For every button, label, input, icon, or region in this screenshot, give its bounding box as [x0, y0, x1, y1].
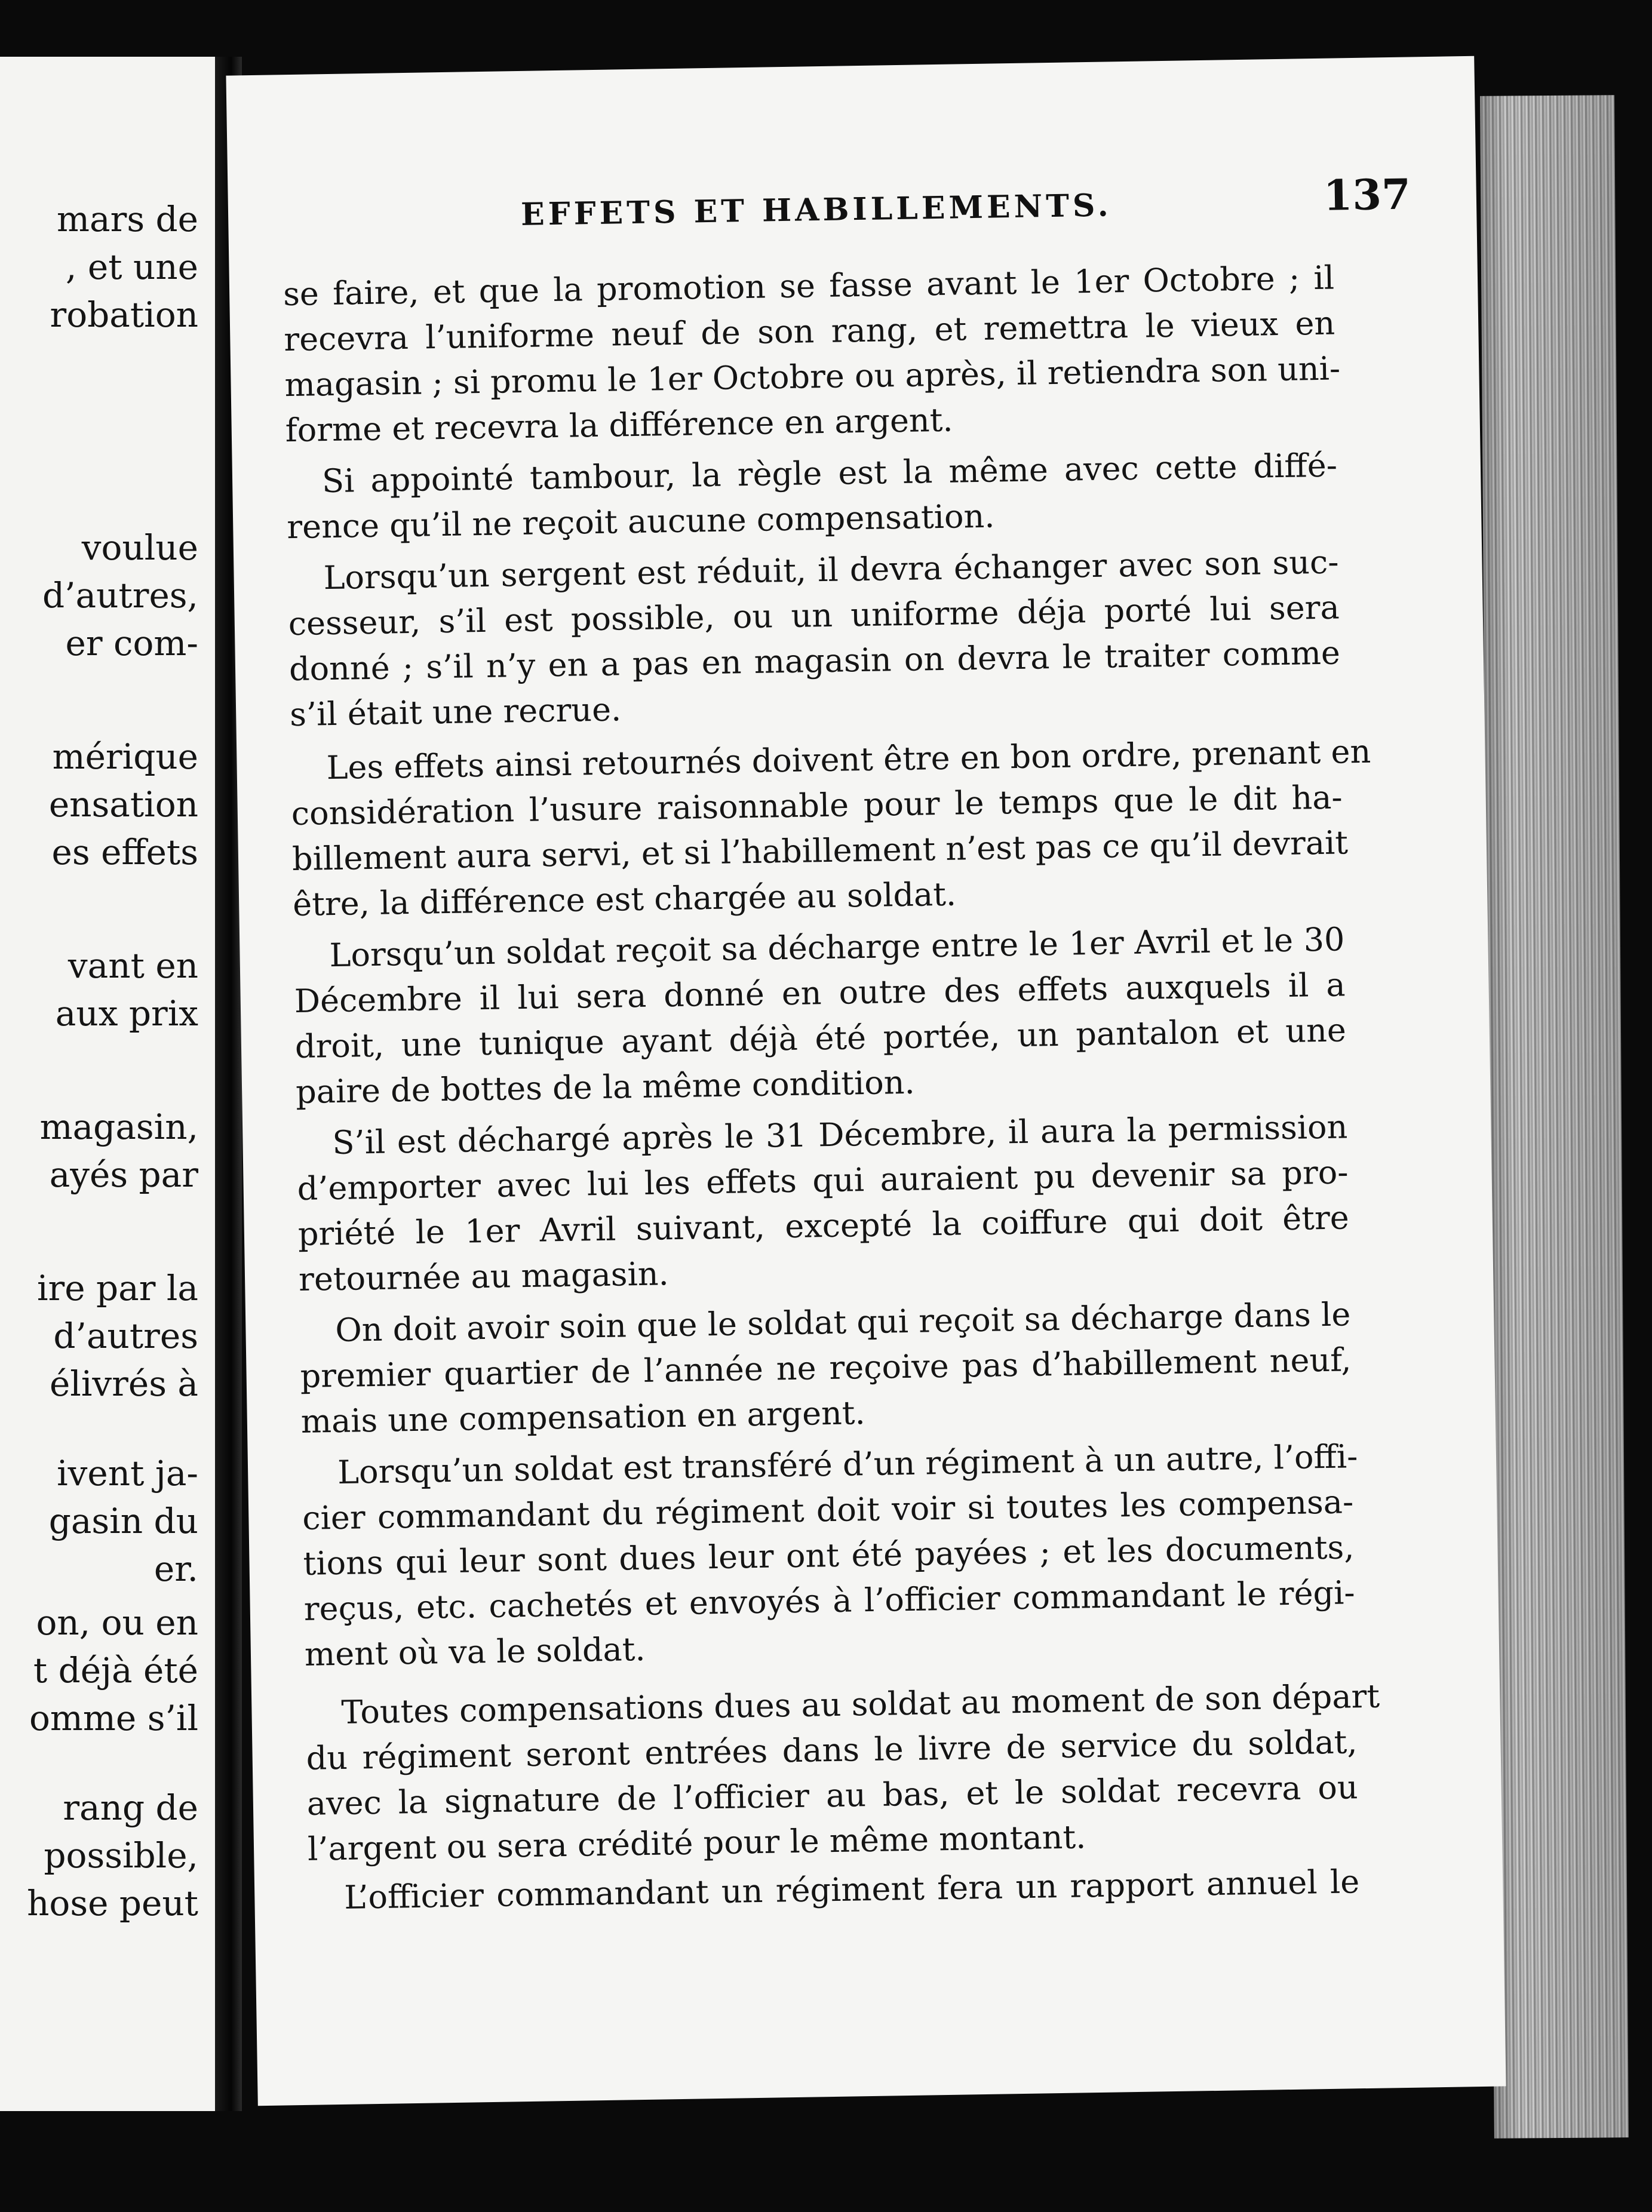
left-page-line: mérique	[52, 736, 198, 777]
left-page-line: t déjà été	[33, 1650, 198, 1691]
text-line: Lorsqu’un sergent est réduit, il devra échanger avec son suc-	[323, 543, 1339, 597]
text-line: priété le 1er Avril suivant, excepté la coiffure qui doit être	[297, 1199, 1350, 1253]
text-line: magasin ; si promu le 1er Octobre ou après, il retiendra son uni-	[284, 349, 1341, 404]
text-line: donné ; s’il n’y en a pas en magasin on devra le traiter comme	[288, 634, 1341, 689]
body-text	[283, 256, 1380, 1924]
left-page-line: ensation	[48, 784, 198, 825]
text-line: considération l’usure raisonnable pour le temps que le dit ha-	[291, 778, 1343, 833]
book-page	[226, 56, 1506, 2106]
left-page-line: er.	[153, 1549, 198, 1589]
text-line: d’emporter avec lui les effets qui auraient pu devenir sa pro-	[297, 1153, 1349, 1208]
text-line: L’officier commandant un régiment fera un rapport annuel le	[343, 1863, 1360, 1916]
text-line: cesseur, s’il est possible, ou un uniforme déja porté lui sera	[288, 588, 1340, 643]
left-page-line: hose peut	[27, 1883, 198, 1924]
text-line: ment où va le soldat.	[304, 1630, 646, 1673]
text-line: Lorsqu’un soldat est transféré d’un régiment à un autre, l’offi-	[337, 1437, 1358, 1491]
text-line: Lorsqu’un soldat reçoit sa décharge entre le 1er Avril et le 30	[329, 920, 1345, 975]
text-line: On doit avoir soin que le soldat qui reçoit sa décharge dans le	[334, 1295, 1351, 1350]
paragraph	[305, 1674, 1380, 1872]
text-line: être, la différence est chargée au soldat.	[292, 875, 957, 924]
paragraph	[293, 917, 1347, 1115]
page-edges	[1480, 95, 1629, 2138]
left-page-line: élivrés à	[49, 1363, 198, 1404]
paragraph	[290, 729, 1371, 927]
text-line: Toutes compensations dues au soldat au moment de son départ	[341, 1677, 1380, 1731]
paragraph	[287, 539, 1341, 738]
left-page-line: rang de	[63, 1787, 198, 1828]
text-line: forme et recevra la différence en argent.	[285, 401, 954, 450]
text-line: paire de bottes de la même condition.	[295, 1063, 916, 1111]
text-line: mais une compensation en argent.	[300, 1394, 866, 1440]
paragraph	[302, 1434, 1356, 1678]
text-line: rence qu’il ne reçoit aucune compensation.	[286, 497, 995, 546]
previous-page-fragment	[0, 57, 215, 2111]
text-line: recevra l’uniforme neuf de son rang, et remettra le vieux en	[283, 304, 1335, 359]
paragraph	[296, 1104, 1350, 1302]
paragraph	[286, 443, 1338, 550]
left-page-line: d’autres	[53, 1316, 198, 1356]
left-page-line: aux prix	[55, 993, 198, 1034]
left-page-line: robation	[50, 294, 198, 335]
left-page-line: ire par la	[36, 1268, 198, 1308]
page-number: 137	[1323, 169, 1411, 220]
text-line: se faire, et que la promotion se fasse avant le 1er Octobre ; il	[283, 259, 1335, 314]
left-page-line: possible,	[44, 1835, 198, 1876]
text-line: reçus, etc. cachetés et envoyés à l’officier commandant le régi-	[303, 1574, 1356, 1628]
text-line: droit, une tunique ayant déjà été portée, un pantalon et une	[294, 1011, 1347, 1066]
text-line: S’il est déchargé après le 31 Décembre, il aura la permission	[332, 1108, 1348, 1162]
left-page-line: vant en	[67, 945, 198, 986]
left-page-line: , et une	[66, 247, 198, 287]
text-line: cier commandant du régiment doit voir si toutes les compensa-	[302, 1483, 1354, 1537]
left-page-line: magasin,	[39, 1107, 198, 1147]
left-page-line: mars de	[57, 199, 198, 239]
text-line: Décembre il lui sera donné en outre des effets auxquels il a	[294, 966, 1346, 1021]
text-line: Si appointé tambour, la règle est la même avec cette diffé-	[321, 446, 1338, 500]
text-line: premier quartier de l’année ne reçoive pas d’habillement neuf,	[300, 1341, 1352, 1395]
left-page-line: omme s’il	[29, 1698, 198, 1738]
text-line: avec la signature de l’officier au bas, et le soldat recevra ou	[306, 1768, 1359, 1823]
paragraph	[283, 256, 1341, 454]
left-page-line: er com-	[65, 623, 198, 663]
left-page-line: on, ou en	[36, 1602, 198, 1643]
text-line: Les effets ainsi retournés doivent être en bon ordre, prenant en	[326, 732, 1371, 787]
left-page-line: gasin du	[48, 1501, 198, 1541]
text-line: tions qui leur sont dues leur ont été payées ; et les documents,	[303, 1528, 1355, 1583]
text-line: retournée au magasin.	[298, 1255, 670, 1298]
text-line: billement aura servi, et si l’habillement n’est pas ce qu’il devrait	[291, 824, 1349, 878]
left-page-line: voulue	[81, 527, 198, 568]
left-page-line: ivent ja-	[57, 1453, 198, 1494]
left-page-line: d’autres,	[42, 575, 198, 616]
text-line: l’argent ou sera crédité pour le même montant.	[307, 1818, 1086, 1868]
text-line: du régiment seront entrées dans le livre de service du soldat,	[306, 1723, 1358, 1777]
paragraph	[299, 1292, 1352, 1445]
left-page-line: es effets	[51, 832, 198, 872]
running-head: EFFETS ET HABILLEMENTS.	[520, 187, 1113, 233]
text-line: s’il était une recrue.	[289, 690, 622, 734]
left-page-line: ayés par	[49, 1154, 198, 1195]
